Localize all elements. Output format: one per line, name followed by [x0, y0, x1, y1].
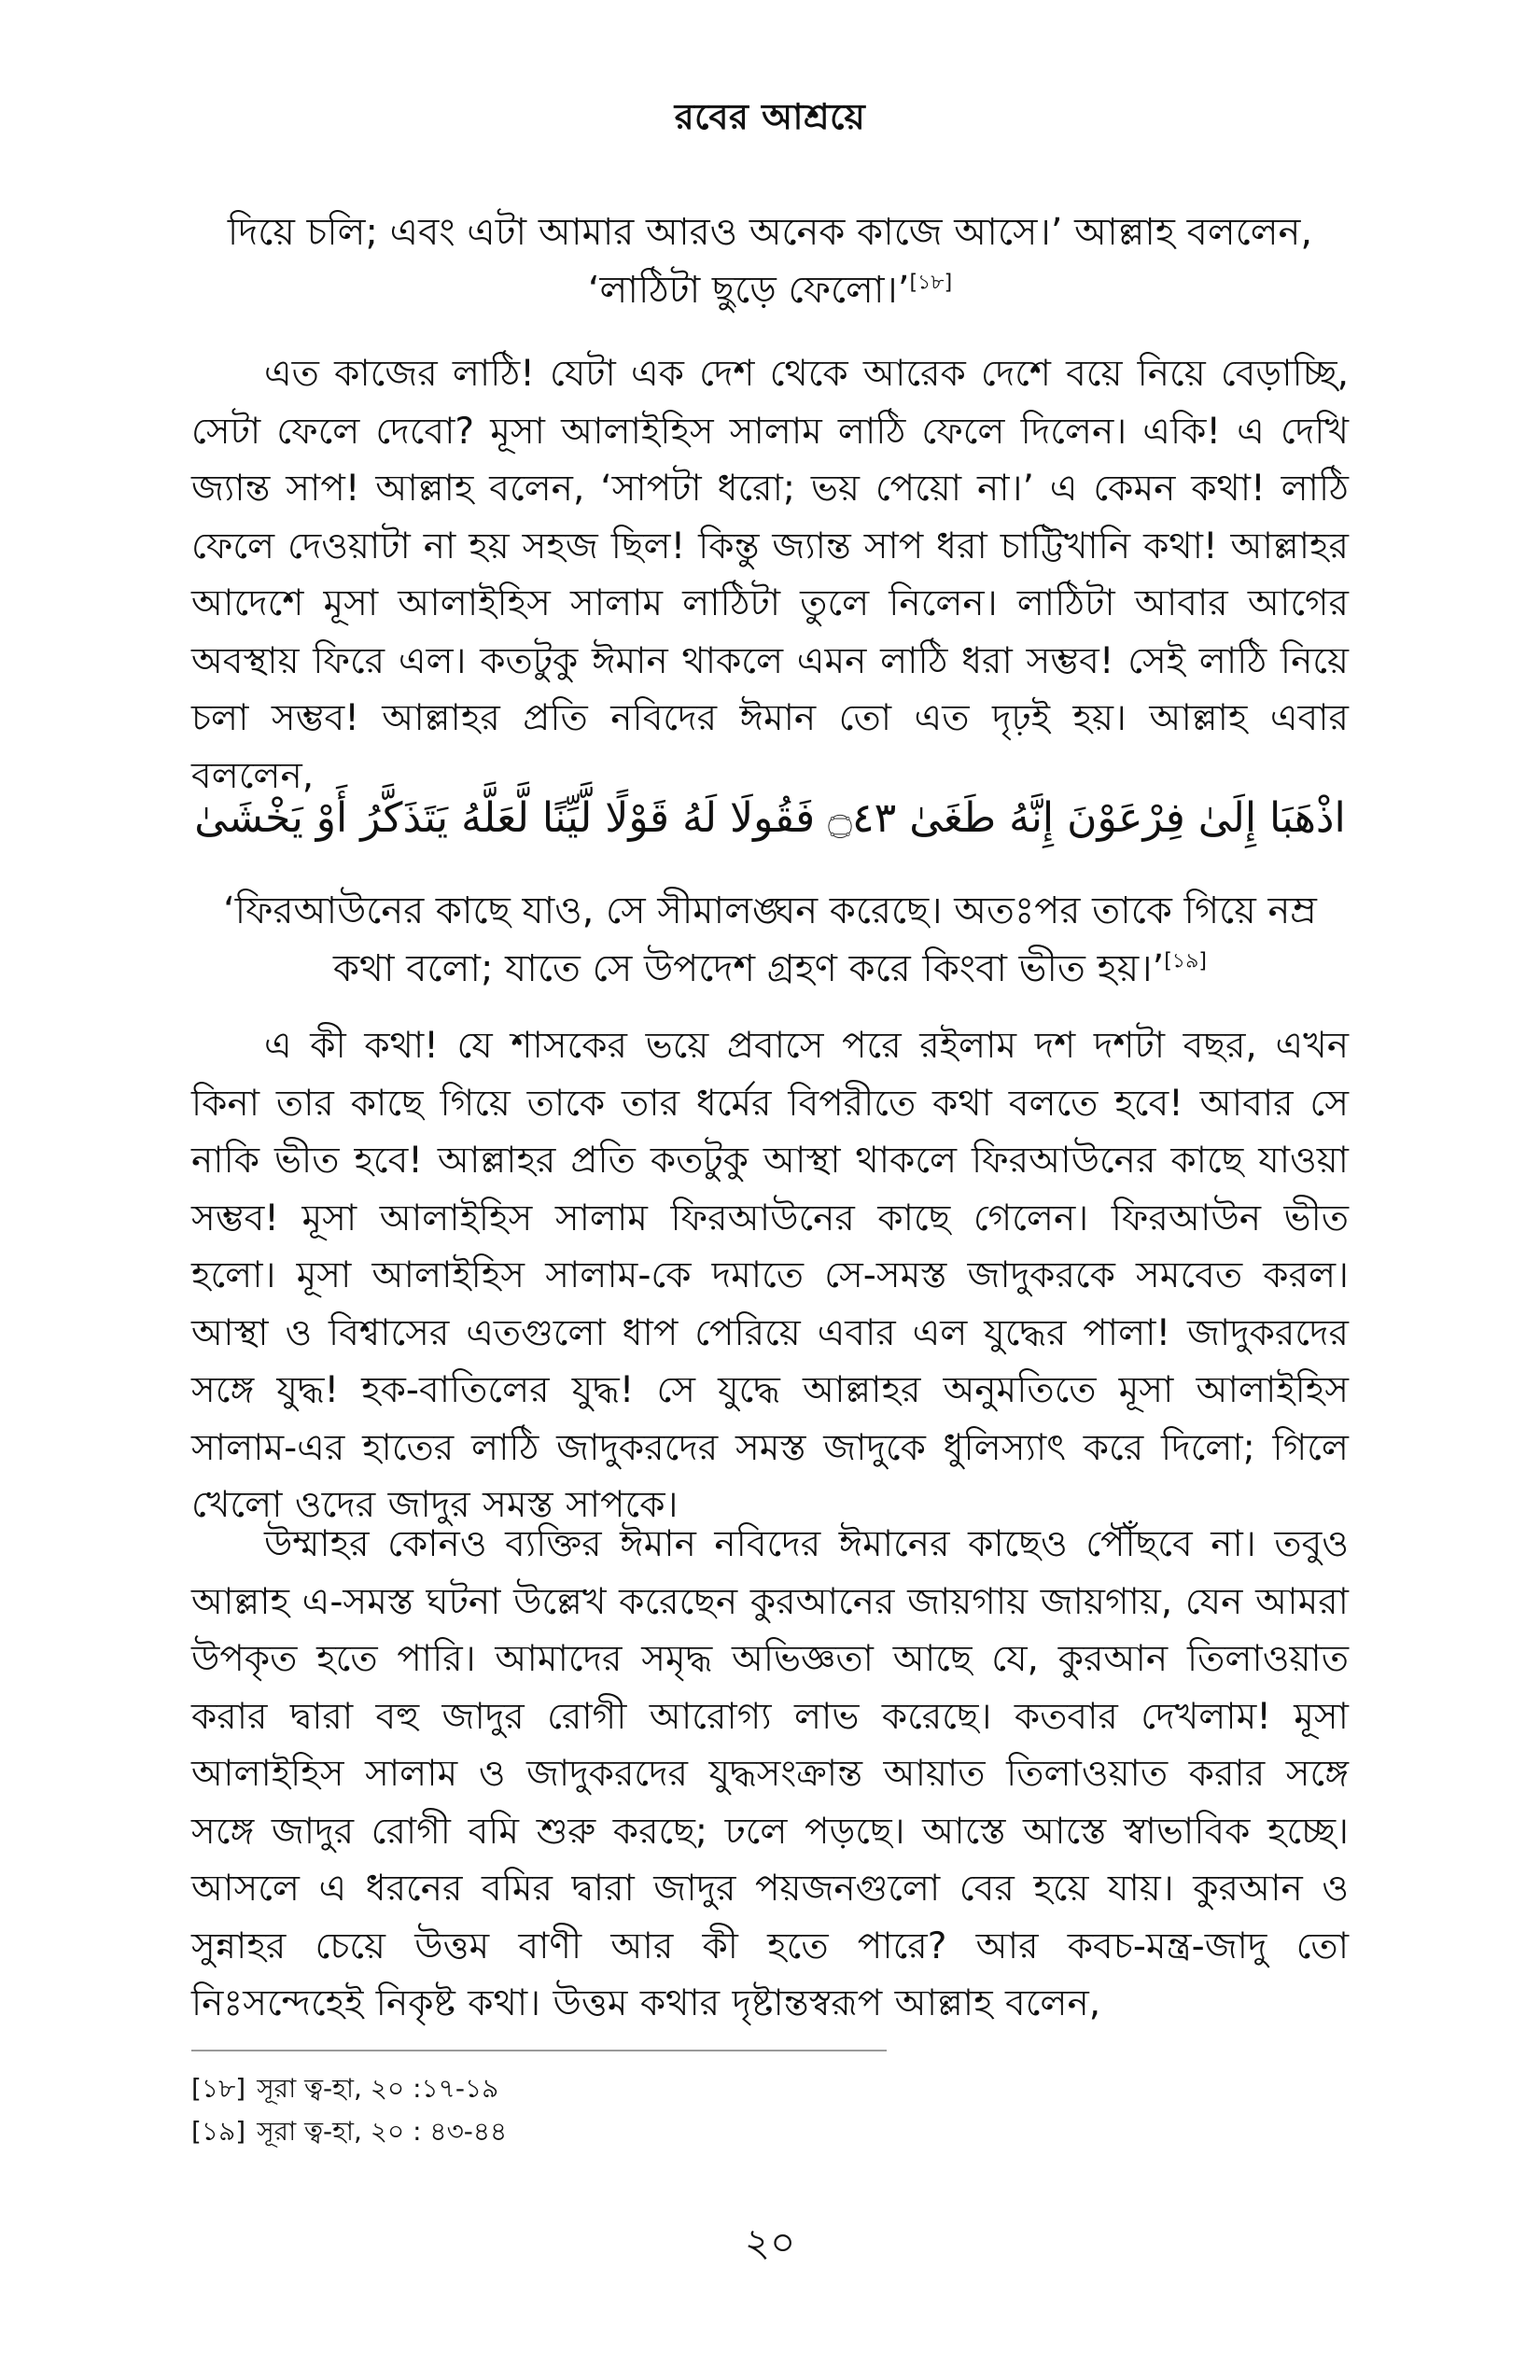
footnote-divider [191, 2050, 887, 2051]
footnote-18 [191, 2070, 498, 2107]
translation-line-2 [168, 940, 1372, 998]
footnote-ref-18[interactable]: [১৮] [909, 271, 953, 295]
opening-quote-line-1: দিয়ে চলি; এবং এটা আমার আরও অনেক কাজে আসে।’ আল্লাহ বললেন, [227, 211, 1313, 254]
translation-text: কথা বলো; যাতে সে উপদেশ গ্রহণ করে কিংবা ভীত হয়।’ [333, 947, 1165, 990]
paragraph-2: এ কী কথা! যে শাসকের ভয়ে প্রবাসে পরে রইলাম দশ দশটা বছর, এখন কিনা তার কাছে গিয়ে তাকে তার ধর্মের বিপরীতে কথা বলতে হবে! আবার সে নাকি ভীত হবে! আল্লাহর প্রতি কতটুকু আস্থা থাকলে ফিরআউনের কাছে যাওয়া সম্ভব! মূসা আলাইহিস সালাম ফিরআউনের কাছে গেলেন। ফিরআউন ভীত হলো। মূসা আলাইহিস সালাম-কে দমাতে সে-সমস্ত জাদুকরকে সমবেত করল। আস্থা ও বিশ্বাসের এতগুলো ধাপ পেরিয়ে এবার এল যুদ্ধের পালা! জাদুকরদের সঙ্গে যুদ্ধ! হক-বাতিলের যুদ্ধ! সে যুদ্ধে আল্লাহর অনুমতিতে মূসা আলাইহিস সালাম-এর হাতের লাঠি জাদুকরদের সমস্ত জাদুকে ধুলিস্যাৎ করে দিলো; গিলে খেলো ওদের জাদুর সমস্ত সাপকে। [191, 1025, 1349, 1526]
opening-quote-line-2 [168, 261, 1372, 319]
footnote-ref-19[interactable]: [১৯] [1164, 949, 1207, 973]
opening-quote [168, 203, 1372, 319]
footnote-text: সূরা ত্ব-হা, ২০ : ৪৩-৪৪ [257, 2116, 508, 2147]
verse-translation [168, 882, 1372, 998]
footnote-text: সূরা ত্ব-হা, ২০ :১৭-১৯ [257, 2073, 499, 2104]
arabic-verse: اذْهَبَا إِلَىٰ فِرْعَوْنَ إِنَّهُ طَغَىٰ ۝٤٣ فَقُولَا لَهُ قَوْلًا لَّيِّنًا لَّعَلَّهُ يَتَذَكَّرُ أَوْ يَخْشَىٰ [194, 794, 1346, 842]
paragraph-3: উম্মাহর কোনও ব্যক্তির ঈমান নবিদের ঈমানের কাছেও পৌঁছবে না। তবুও আল্লাহ এ-সমস্ত ঘটনা উল্লেখ করেছেন কুরআনের জায়গায় জায়গায়, যেন আমরা উপকৃত হতে পারি। আমাদের সমৃদ্ধ অভিজ্ঞতা আছে যে, কুরআন তিলাওয়াত করার দ্বারা বহু জাদুর রোগী আরোগ্য লাভ করেছে। কতবার দেখলাম! মূসা আলাইহিস সালাম ও জাদুকরদের যুদ্ধসংক্রান্ত আয়াত তিলাওয়াত করার সঙ্গে সঙ্গে জাদুর রোগী বমি শুরু করছে; ঢলে পড়ছে। আস্তে আস্তে স্বাভাবিক হচ্ছে। আসলে এ ধরনের বমির দ্বারা জাদুর পয়জনগুলো বের হয়ে যায়। কুরআন ও সুন্নাহর চেয়ে উত্তম বাণী আর কী হতে পারে? আর কবচ-মন্ত্র-জাদু তো নিঃসন্দেহেই নিকৃষ্ট কথা। উত্তম কথার দৃষ্টান্তস্বরূপ আল্লাহ বলেন, [191, 1523, 1349, 2024]
footnote-number: [১৯] [191, 2116, 246, 2147]
footnote-19 [191, 2113, 507, 2150]
paragraph-1: এত কাজের লাঠি! যেটা এক দেশ থেকে আরেক দেশে বয়ে নিয়ে বেড়াচ্ছি, সেটা ফেলে দেবো? মূসা আলাইহিস সালাম লাঠি ফেলে দিলেন। একি! এ দেখি জ্যান্ত সাপ! আল্লাহ বলেন, ‘সাপটা ধরো; ভয় পেয়ো না।’ এ কেমন কথা! লাঠি ফেলে দেওয়াটা না হয় সহজ ছিল! কিন্তু জ্যান্ত সাপ ধরা চাট্টিখানি কথা! আল্লাহর আদেশে মূসা আলাইহিস সালাম লাঠিটা তুলে নিলেন। লাঠিটা আবার আগের অবস্থায় ফিরে এল। কতটুকু ঈমান থাকলে এমন লাঠি ধরা সম্ভব! সেই লাঠি নিয়ে চলা সম্ভব! আল্লাহর প্রতি নবিদের ঈমান তো এত দৃঢ়ই হয়। আল্লাহ এবার বললেন, [191, 353, 1349, 797]
running-header: রবের আশ্রয়ে [674, 96, 866, 137]
translation-line-1: ‘ফিরআউনের কাছে যাও, সে সীমালঙ্ঘন করেছে। অতঃপর তাকে গিয়ে নম্র [223, 889, 1317, 932]
footnote-number: [১৮] [191, 2073, 246, 2104]
opening-quote-text: ‘লাঠিটা ছুড়ে ফেলো।’ [587, 269, 910, 312]
page-number: ২০ [744, 2219, 796, 2265]
